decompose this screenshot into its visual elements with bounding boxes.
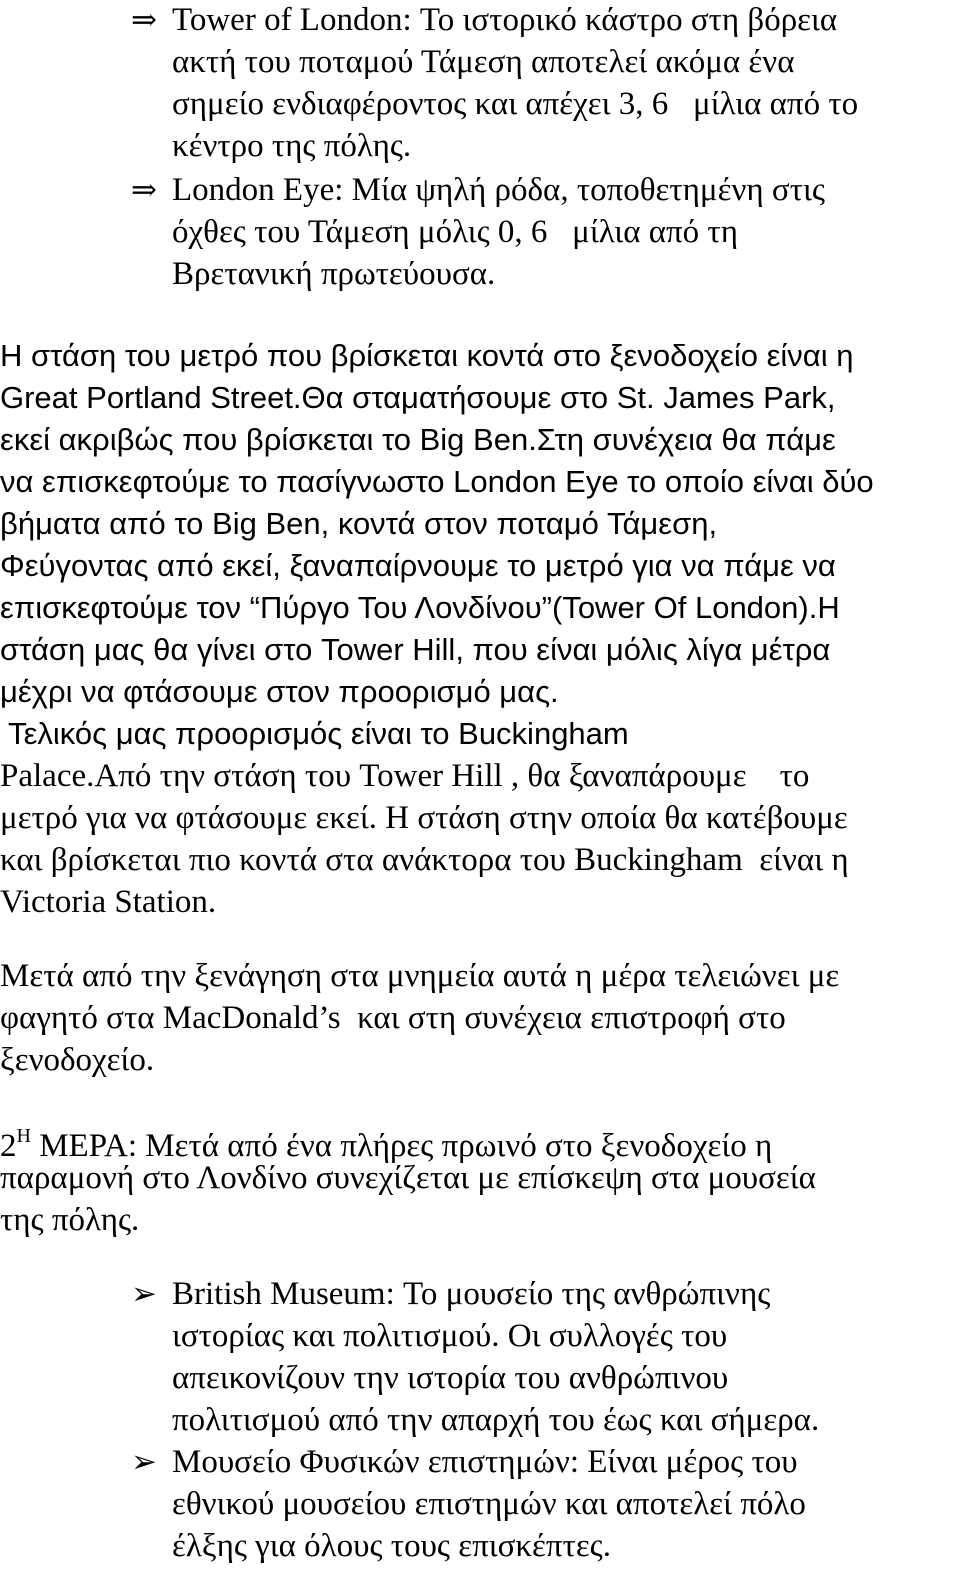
museum-item-2-line-1: Μουσείο Φυσικών επιστημών: Είναι μέρος του — [172, 1444, 798, 1480]
paragraph-line: εκεί ακριβώς που βρίσκεται το Big Ben.Στη συνέχεια θα πάμε — [0, 422, 836, 457]
arrow-item-1-line-1: Tower of London: Το ιστορικό κάστρο στη βόρεια — [172, 2, 838, 38]
paragraph-line: στάση μας θα γίνει στο Tower Hill, που είναι μόλις λίγα μέτρα — [0, 632, 831, 667]
paragraph-line: παραμονή στο Λονδίνο συνεχίζεται με επίσκεψη στα μουσεία — [0, 1160, 816, 1196]
paragraph-line: Η στάση του μετρό που βρίσκεται κοντά στο ξενοδοχείο είναι η — [0, 338, 854, 373]
paragraph-line: μέχρι να φτάσουμε στον προορισμό μας. — [0, 674, 559, 709]
museum-item-2-line-3: έλξης για όλους τους επισκέπτες. — [172, 1528, 611, 1564]
museum-item-2-line-2: εθνικού μουσείου επιστημών και αποτελεί πόλο — [172, 1486, 806, 1522]
museum-item-1-line-4: πολιτισμού από την απαρχή του έως και σήμερα. — [172, 1402, 820, 1438]
paragraph-line: Palace.Από την στάση του Tower Hill , θα ξαναπάρουμε το — [0, 758, 810, 794]
arrow-item-2-line-3: Βρετανική πρωτεύουσα. — [172, 256, 496, 292]
day-two-heading-line — [0, 1116, 773, 1164]
arrowhead-bullet-icon: ➢ — [131, 1276, 157, 1311]
paragraph-line: επισκεφτούμε τον “Πύργο Του Λονδίνου”(Tower Of London).Η — [0, 590, 840, 625]
arrowhead-bullet-icon: ➢ — [131, 1444, 157, 1479]
paragraph-line: μετρό για να φτάσουμε εκεί. Η στάση στην οποία θα κατέβουμε — [0, 800, 848, 836]
museum-item-1-line-1: British Museum: Το μουσείο της ανθρώπινης — [172, 1276, 771, 1312]
paragraph-line: της πόλης. — [0, 1202, 140, 1238]
paragraph-line: ξενοδοχείο. — [0, 1042, 155, 1078]
museum-item-1-line-2: ιστορίας και πολιτισμού. Οι συλλογές του — [172, 1318, 728, 1354]
paragraph-line: και βρίσκεται πιο κοντά στα ανάκτορα του Buckingham είναι η — [0, 842, 849, 878]
arrow-bullet-icon: ⇒ — [131, 172, 157, 207]
arrow-item-2-line-2: όχθες του Τάμεση μόλις 0, 6 μίλια από τη — [172, 214, 738, 250]
paragraph-line: φαγητό στα MacDonald’s και στη συνέχεια επιστροφή στο — [0, 1000, 786, 1036]
arrow-item-1-line-2: ακτή του ποταμού Τάμεση αποτελεί ακόμα ένα — [172, 44, 795, 80]
day-number: 2 — [0, 1128, 17, 1164]
paragraph-line: Μετά από την ξενάγηση στα μνημεία αυτά η μέρα τελειώνει με — [0, 958, 840, 994]
day-ordinal-superscript: Η — [16, 1125, 31, 1147]
paragraph-line: Great Portland Street.Θα σταματήσουμε στο St. James Park, — [0, 380, 836, 415]
paragraph-line: Φεύγοντας από εκεί, ξαναπαίρνουμε το μετρό για να πάμε να — [0, 548, 836, 583]
arrow-item-2-line-1: London Eye: Μία ψηλή ρόδα, τοποθετημένη στις — [172, 172, 825, 208]
day-two-first-line: ΜΕΡΑ: Μετά από ένα πλήρες πρωινό στο ξενοδοχείο η — [30, 1128, 773, 1164]
museum-item-1-line-3: απεικονίζουν την ιστορία του ανθρώπινου — [172, 1360, 729, 1396]
paragraph-line: βήματα από το Big Ben, κοντά στον ποταμό Τάμεση, — [0, 506, 718, 541]
arrow-item-1-line-4: κέντρο της πόλης. — [172, 128, 412, 164]
paragraph-line: Victoria Station. — [0, 884, 217, 920]
arrow-item-1-line-3: σημείο ενδιαφέροντος και απέχει 3, 6 μίλια από το — [172, 86, 859, 122]
arrow-bullet-icon: ⇒ — [131, 2, 157, 37]
paragraph-line: να επισκεφτούμε το πασίγνωστο London Eye το οποίο είναι δύο — [0, 464, 874, 499]
paragraph-line: Τελικός μας προορισμός είναι το Buckingham — [0, 716, 629, 751]
